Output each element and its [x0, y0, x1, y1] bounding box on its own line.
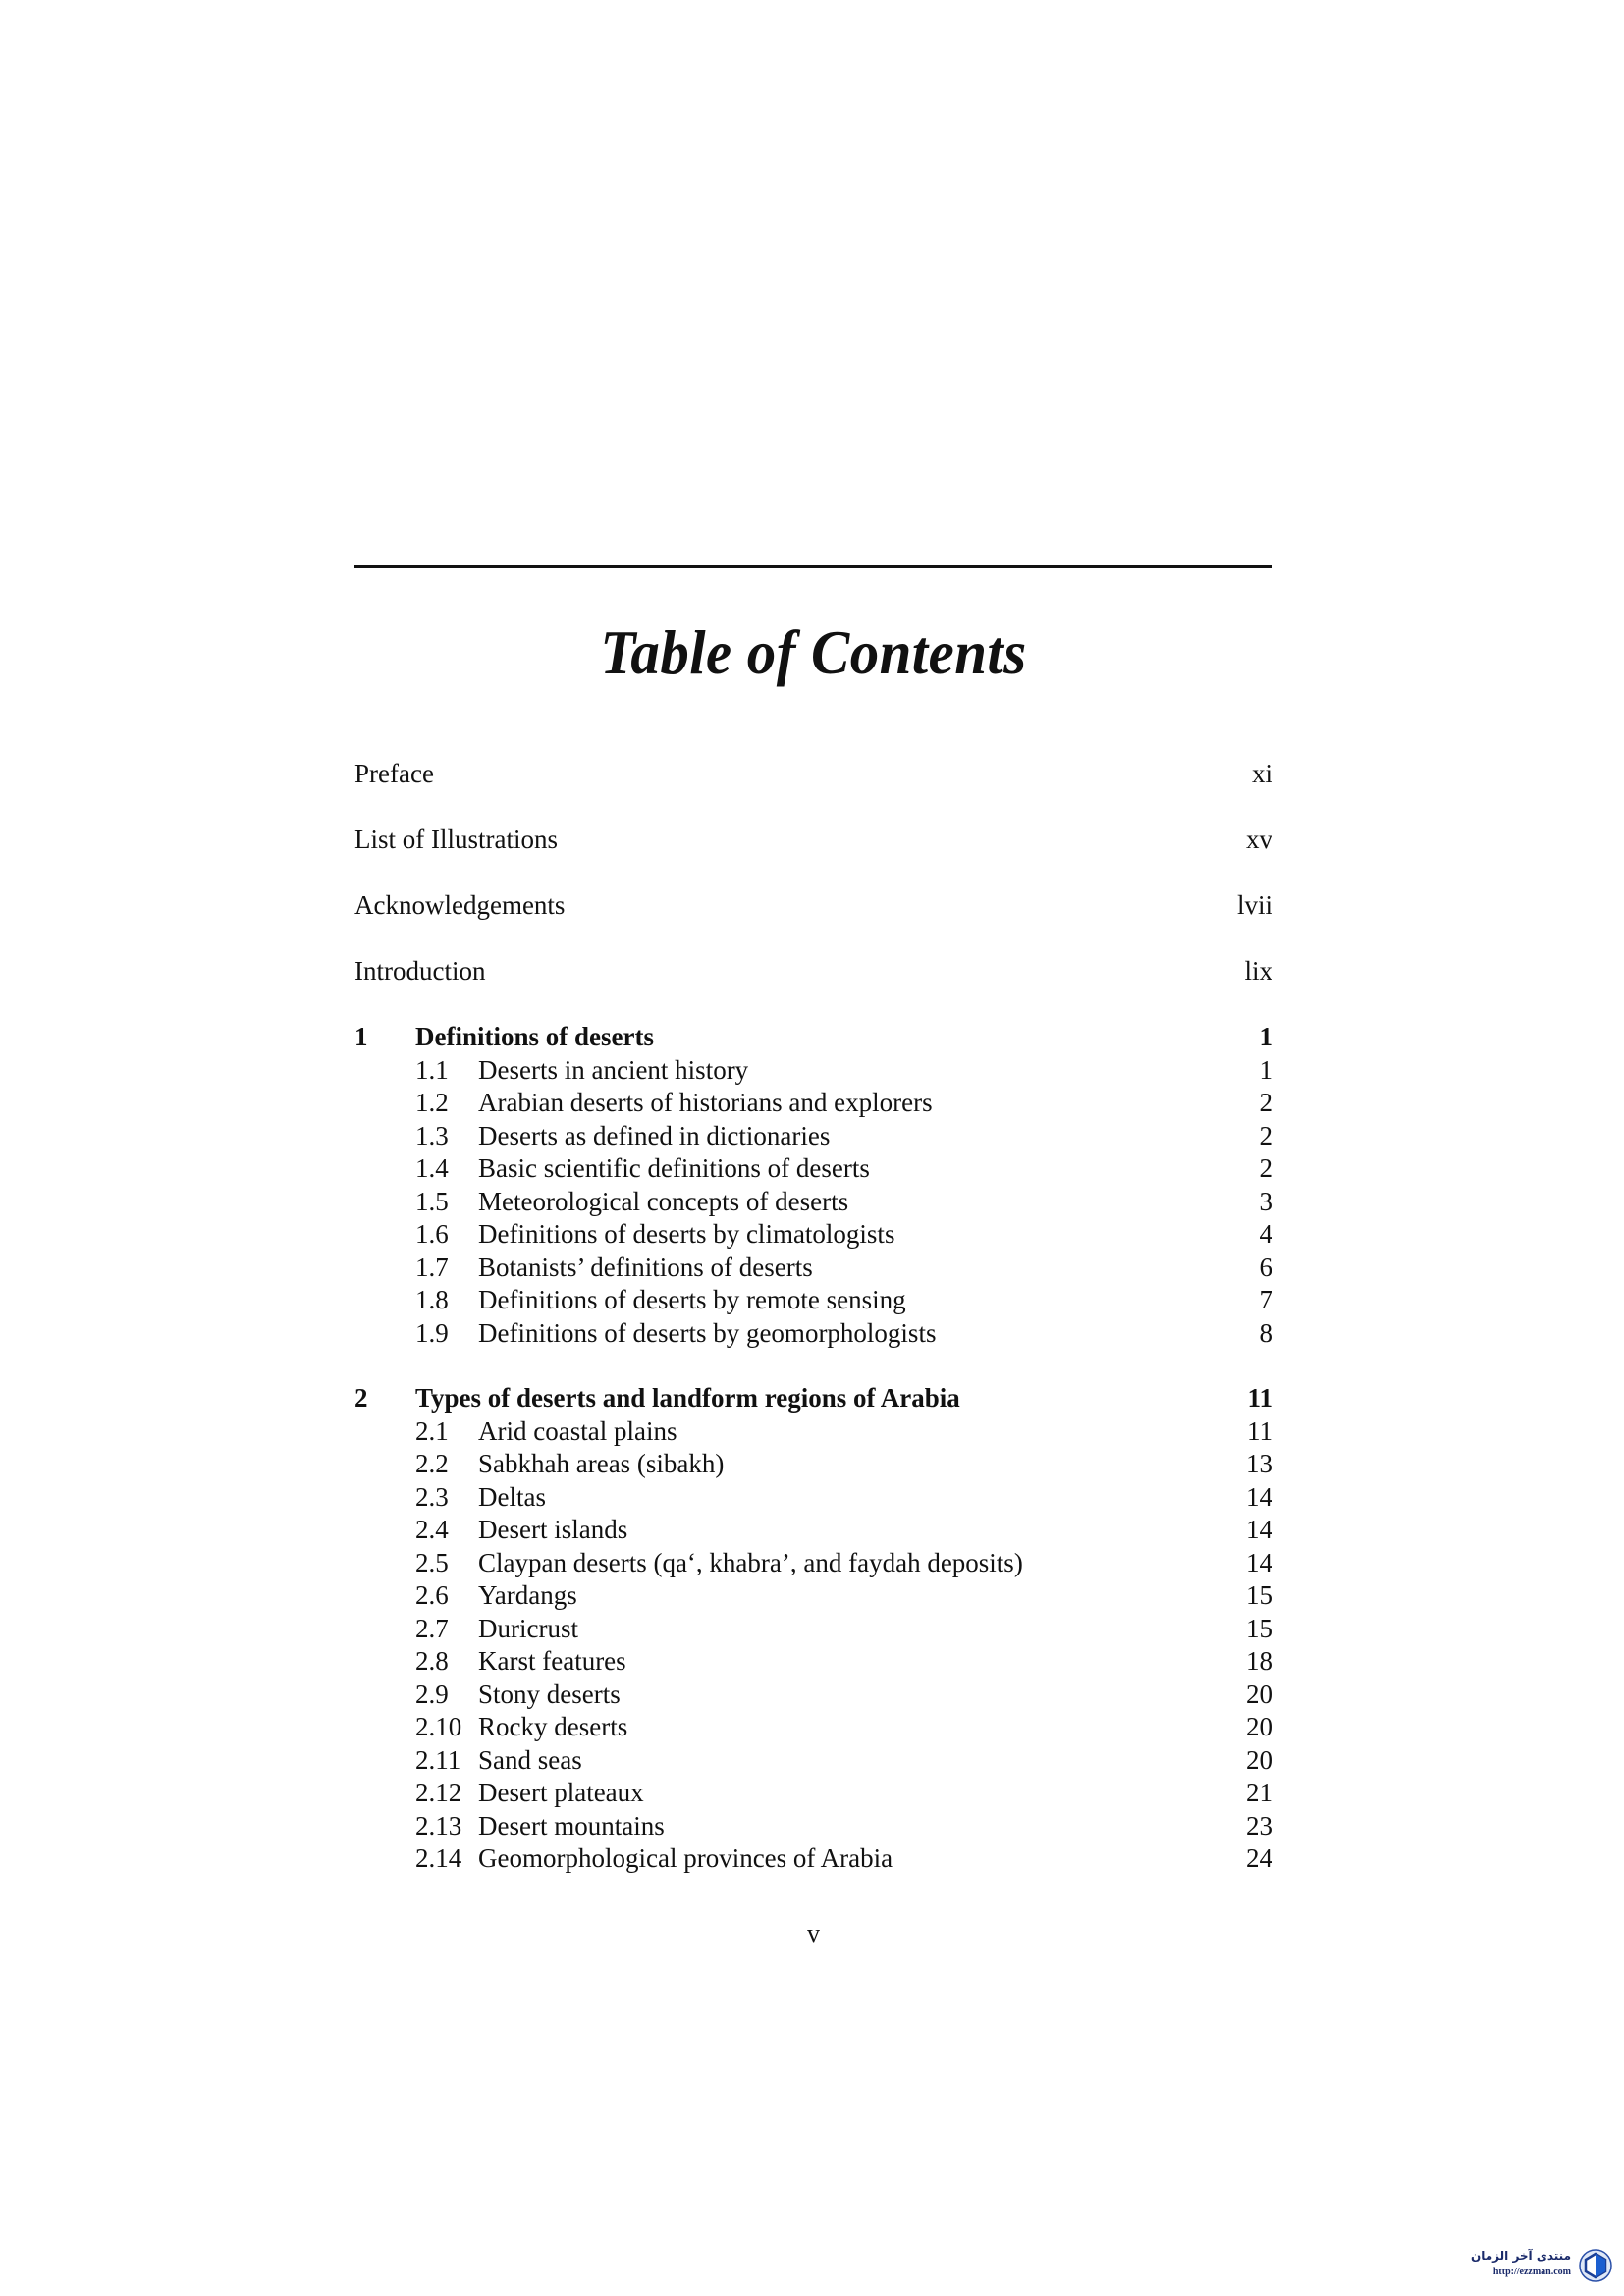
watermark-arabic-text: منتدى آخر الزمان: [1471, 2249, 1571, 2263]
section-title: Yardangs: [478, 1580, 577, 1610]
section-number: 2.11: [415, 1744, 461, 1775]
toc-entry-label: Acknowledgements: [354, 890, 566, 920]
section-number: 2.5: [415, 1547, 449, 1577]
section-title: Desert plateaux: [478, 1778, 644, 1807]
section-page: 18: [1246, 1646, 1272, 1676]
section-title: Claypan deserts (qa‘, khabra’, and faydah deposits): [478, 1547, 1023, 1577]
watermark-url: http://ezzman.com: [1492, 2267, 1571, 2277]
toc-section-entry[interactable]: [354, 1613, 1272, 1646]
section-page: 6: [1259, 1252, 1272, 1282]
section-page: 20: [1246, 1679, 1272, 1709]
section-number: 2.8: [415, 1646, 449, 1676]
section-page: 24: [1246, 1843, 1272, 1873]
section-title: Arid coastal plains: [478, 1415, 677, 1446]
section-page: 14: [1246, 1515, 1272, 1544]
section-title: Definitions of deserts by climatologists: [478, 1219, 895, 1249]
section-page: 15: [1246, 1580, 1272, 1610]
section-page: 8: [1259, 1317, 1272, 1348]
toc-section-entry[interactable]: [354, 1777, 1272, 1810]
section-number: 2.1: [415, 1415, 449, 1446]
section-title: Meteorological concepts of deserts: [478, 1186, 849, 1216]
section-number: 1.1: [415, 1054, 449, 1085]
chapter-page: 1: [1259, 1022, 1272, 1051]
toc-section-entry[interactable]: [354, 1547, 1272, 1580]
section-number: 1.9: [415, 1317, 449, 1348]
section-page: 20: [1246, 1712, 1272, 1741]
section-number: 2.10: [415, 1712, 462, 1741]
chapter-list: [354, 1021, 1272, 1908]
toc-section-entry[interactable]: [354, 1579, 1272, 1613]
watermark: [1430, 2243, 1616, 2292]
toc-section-entry[interactable]: [354, 1054, 1272, 1088]
chapter-block: [354, 1021, 1272, 1350]
section-number: 2.12: [415, 1778, 462, 1807]
toc-section-entry[interactable]: [354, 1744, 1272, 1778]
section-number: 1.3: [415, 1120, 449, 1150]
section-title: Botanists’ definitions of deserts: [478, 1252, 813, 1282]
toc-entry-acknowledgements[interactable]: [354, 889, 1272, 955]
toc-section-entry[interactable]: [354, 1284, 1272, 1317]
section-title: Basic scientific definitions of deserts: [478, 1153, 870, 1183]
section-number: 1.8: [415, 1285, 449, 1314]
section-page: 3: [1259, 1186, 1272, 1216]
toc-entry-introduction[interactable]: [354, 955, 1272, 1021]
toc-section-entry[interactable]: [354, 1514, 1272, 1547]
section-page: 2: [1259, 1153, 1272, 1183]
section-number: 2.4: [415, 1515, 449, 1544]
section-page: 14: [1246, 1481, 1272, 1512]
toc-entry-page: lvii: [1236, 890, 1272, 920]
chapter-title: Definitions of deserts: [415, 1022, 654, 1051]
toc-section-entry[interactable]: [354, 1481, 1272, 1515]
section-title: Definitions of deserts by remote sensing: [478, 1285, 906, 1314]
section-page: 14: [1246, 1547, 1272, 1577]
toc-section-entry[interactable]: [354, 1711, 1272, 1744]
toc-section-entry[interactable]: [354, 1317, 1272, 1351]
toc-section-entry[interactable]: [354, 1448, 1272, 1481]
section-number: 2.13: [415, 1810, 462, 1841]
section-title: Duricrust: [478, 1613, 578, 1643]
section-title: Deltas: [478, 1481, 546, 1512]
top-rule: [354, 565, 1272, 568]
section-title: Definitions of deserts by geomorphologists: [478, 1317, 937, 1348]
chapter-title: Types of deserts and landform regions of Arabia: [415, 1383, 960, 1413]
toc-section-entry[interactable]: [354, 1152, 1272, 1186]
section-page: 20: [1246, 1744, 1272, 1775]
section-number: 2.14: [415, 1843, 462, 1873]
toc-section-entry[interactable]: [354, 1218, 1272, 1252]
section-title: Geomorphological provinces of Arabia: [478, 1843, 893, 1873]
section-title: Deserts in ancient history: [478, 1054, 749, 1085]
page-title: Table of Contents: [600, 617, 1027, 687]
section-title: Stony deserts: [478, 1679, 621, 1709]
section-title: Arabian deserts of historians and explorers: [478, 1088, 933, 1117]
section-number: 1.6: [415, 1219, 449, 1249]
toc-chapter-entry[interactable]: [354, 1021, 1272, 1054]
toc-entry-page: xv: [1246, 825, 1272, 854]
section-title: Desert mountains: [478, 1810, 665, 1841]
toc-chapter-entry[interactable]: [354, 1382, 1272, 1415]
toc-section-entry[interactable]: [354, 1645, 1272, 1679]
section-title: Desert islands: [478, 1515, 628, 1544]
section-number: 2.7: [415, 1613, 449, 1643]
section-page: 1: [1259, 1054, 1272, 1085]
section-title: Deserts as defined in dictionaries: [478, 1120, 831, 1150]
toc-section-entry[interactable]: [354, 1415, 1272, 1449]
toc-entry-label: List of Illustrations: [354, 825, 558, 854]
toc-section-entry[interactable]: [354, 1120, 1272, 1153]
section-number: 2.3: [415, 1481, 449, 1512]
chapter-number: 2: [354, 1383, 368, 1413]
toc-entry-page: xi: [1251, 759, 1272, 788]
section-page: 2: [1259, 1120, 1272, 1150]
section-page: 13: [1246, 1449, 1272, 1478]
toc-section-entry[interactable]: [354, 1842, 1272, 1876]
section-page: 7: [1259, 1285, 1272, 1314]
section-number: 1.7: [415, 1252, 449, 1282]
toc-section-entry[interactable]: [354, 1087, 1272, 1120]
section-number: 1.2: [415, 1088, 449, 1117]
section-number: 2.2: [415, 1449, 449, 1478]
toc-entry-list-of-illustrations[interactable]: [354, 824, 1272, 889]
toc-section-entry[interactable]: [354, 1252, 1272, 1285]
toc-section-entry[interactable]: [354, 1186, 1272, 1219]
toc-entry-preface[interactable]: [354, 758, 1272, 824]
section-page: 2: [1259, 1088, 1272, 1117]
toc-entry-label: Preface: [354, 759, 434, 788]
section-title: Sand seas: [478, 1744, 582, 1775]
section-page: 4: [1259, 1219, 1272, 1249]
section-title: Rocky deserts: [478, 1712, 628, 1741]
chapter-block: [354, 1382, 1272, 1876]
toc-section-entry[interactable]: [354, 1679, 1272, 1712]
hexagon-logo-icon: [1579, 2249, 1612, 2282]
section-page: 23: [1246, 1810, 1272, 1841]
document-page: [354, 0, 1272, 2296]
section-page: 21: [1246, 1778, 1272, 1807]
section-number: 2.9: [415, 1679, 449, 1709]
chapter-number: 1: [354, 1022, 368, 1051]
front-matter-list: [354, 758, 1272, 1021]
section-page: 15: [1246, 1613, 1272, 1643]
section-title: Sabkhah areas (sibakh): [478, 1449, 725, 1478]
toc-entry-label: Introduction: [354, 956, 486, 986]
toc-entry-page: lix: [1244, 956, 1272, 986]
section-title: Karst features: [478, 1646, 626, 1676]
section-number: 1.4: [415, 1153, 449, 1183]
toc-section-entry[interactable]: [354, 1810, 1272, 1843]
section-number: 1.5: [415, 1186, 449, 1216]
section-page: 11: [1247, 1415, 1272, 1446]
chapter-page: 11: [1247, 1383, 1272, 1413]
page-number: v: [807, 1919, 820, 1948]
section-number: 2.6: [415, 1580, 449, 1610]
